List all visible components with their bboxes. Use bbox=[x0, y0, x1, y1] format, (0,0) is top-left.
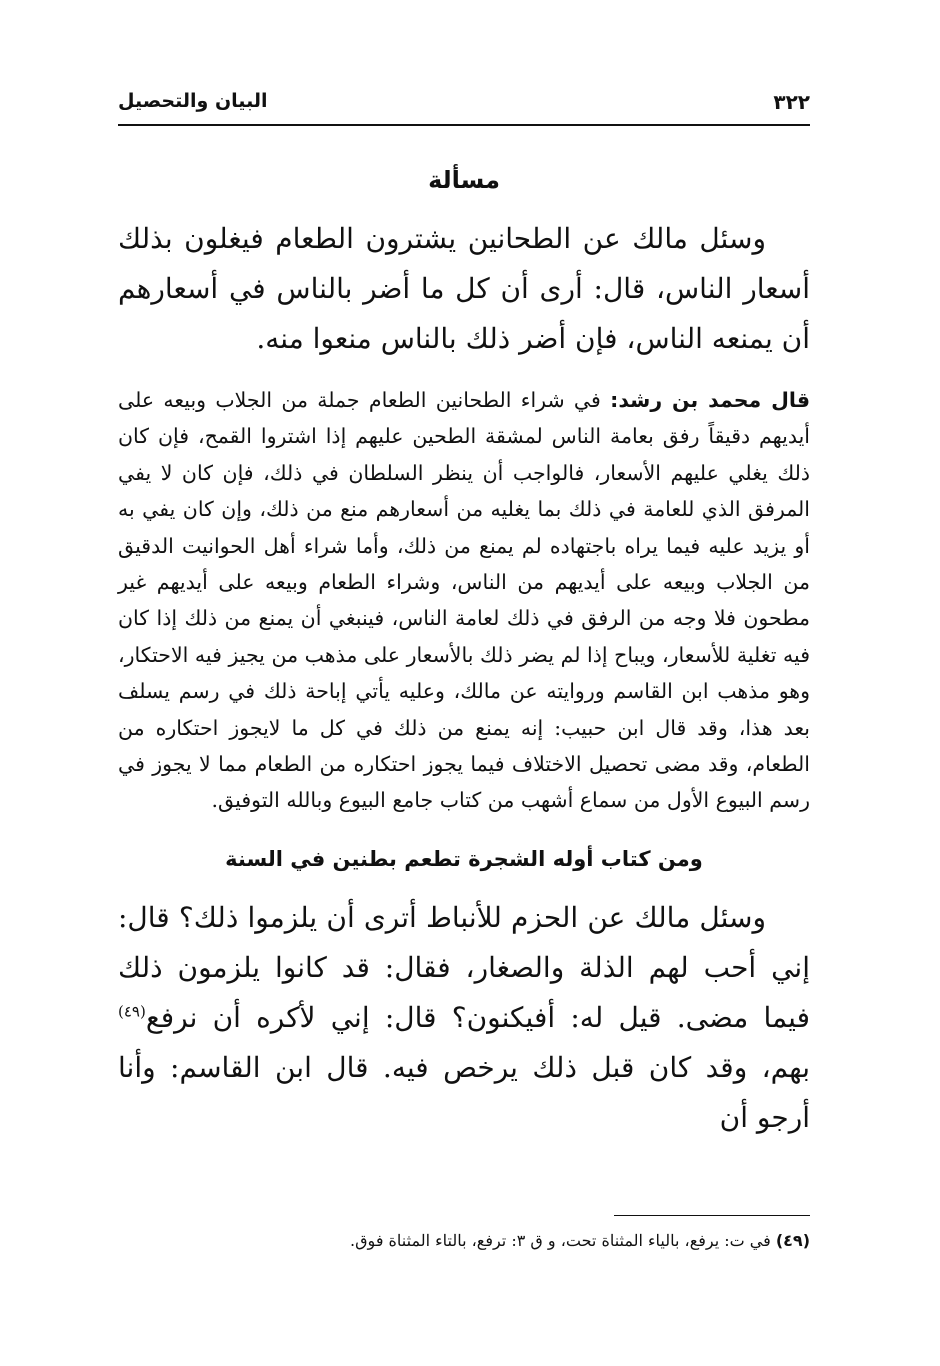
page-number: ٣٢٢ bbox=[773, 90, 810, 114]
chapter-text-part2: بهم، وقد كان قبل ذلك يرخص فيه. قال ابن القاسم: وأنا أرجو أن bbox=[118, 1050, 810, 1134]
footnote bbox=[118, 1228, 810, 1254]
book-title: البيان والتحصيل bbox=[118, 90, 268, 112]
running-header bbox=[118, 86, 810, 122]
footnote-text: في ت: يرفع، بالياء المثناة تحت، و ق ٣: ترفع، بالتاء المثناة فوق. bbox=[350, 1231, 776, 1250]
footnote-rule bbox=[614, 1215, 810, 1216]
footnote-number: (٤٩) bbox=[775, 1231, 810, 1250]
chapter-text-part1: وسئل مالك عن الحزم للأنباط أترى أن يلزموا ذلك؟ قال: إني أحب لهم الذلة والصغار، فقال: قد كانوا يلزمون ذلك فيما مضى. قيل له: أفيكنون؟ قال: إني لأكره أن نرفع bbox=[118, 900, 810, 1034]
commentary-speaker: قال محمد بن رشد: bbox=[610, 388, 810, 412]
commentary-paragraph bbox=[118, 382, 810, 819]
header-rule bbox=[118, 124, 810, 126]
footnote-reference[interactable]: (٤٩) bbox=[118, 1002, 146, 1021]
chapter-title: ومن كتاب أوله الشجرة تطعم بطنين في السنة bbox=[225, 846, 703, 871]
chapter-paragraph bbox=[118, 893, 810, 1143]
question-paragraph: وسئل مالك عن الطحانين يشترون الطعام فيغلون بذلك أسعار الناس، قال: أرى أن كل ما أضر بالناس في أسعارهم أن يمنعه الناس، فإن أضر ذلك بالناس منعوا منه. bbox=[118, 222, 810, 355]
main-text bbox=[118, 150, 810, 1143]
commentary-text: في شراء الطحانين الطعام جملة من الجلاب وبيعه على أيديهم دقيقاً رفق بعامة الناس لمشقة الطحين عليهم إذا اشتروا القمح، فإن كان ذلك يغلي عليهم الأسعار، فالواجب أن ينظر السلطان في ذلك، فإن كان لا يفي المرفق الذي للعامة في ذلك بما يغليه من أسعارهم منع من ذلك، وإن كان يفي به أو يزيد عليه فيما يراه باجتهاده لم يمنع من ذلك، وأما شراء أهل الحوانيت الدقيق من الجلاب وبيعه على أيديهم من الناس، وشراء الطعام وبيعه على أيديهم غير مطحون فلا وجه من الرفق في ذلك لعامة الناس، فينبغي أن يمنع من ذلك إذا كان فيه تغلية للأسعار، ويباح إذا لم يضر ذلك بالأسعار على مذهب من يجيز فيه الاحتكار، وهو مذهب ابن القاسم وروايته عن مالك، وعليه يأتي إباحة ذلك في رسم يسلف بعد هذا، وقد قال ابن حبيب: إنه يمنع من ذلك في كل ما لايجوز احتكاره من الطعام، وقد مضى تحصيل الاختلاف فيما يجوز احتكاره من الطعام مما لا يجوز في رسم البيوع الأول من سماع أشهب من كتاب جامع البيوع وبالله التوفيق. bbox=[118, 388, 810, 813]
section-title: مسألة bbox=[428, 166, 500, 194]
